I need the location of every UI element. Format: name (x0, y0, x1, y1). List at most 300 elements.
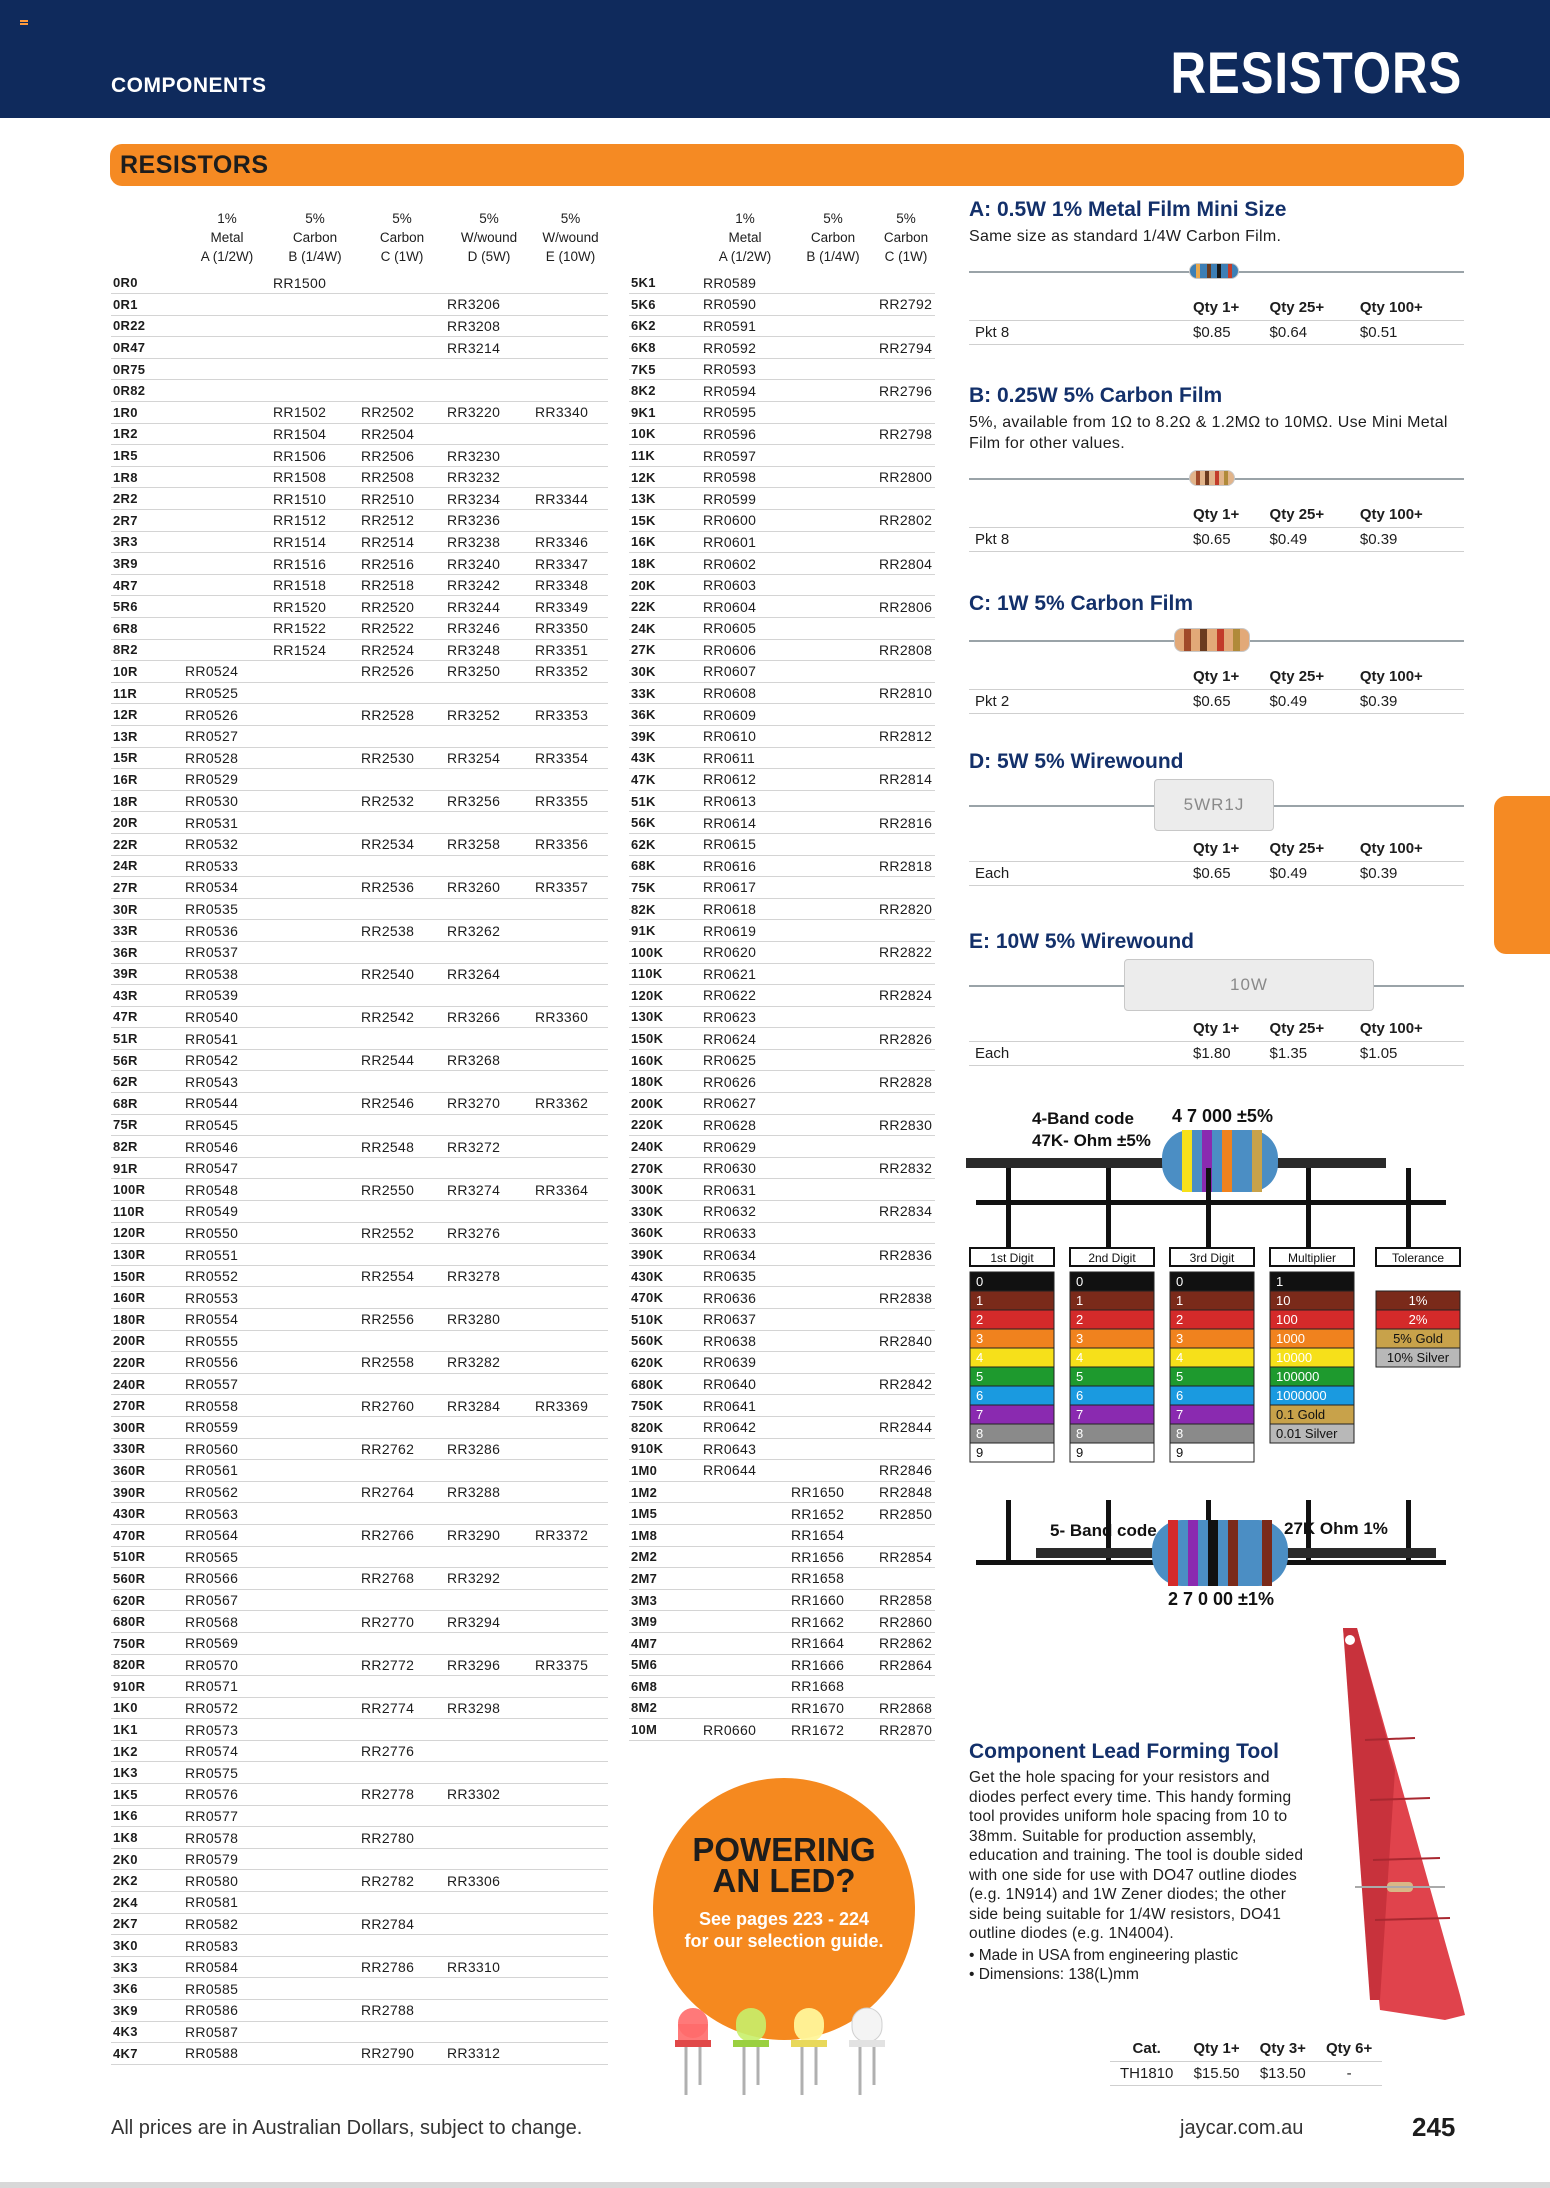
price: $1.05 (1360, 1042, 1464, 1066)
resistance-value: 510R (111, 1546, 183, 1568)
resistance-value: 18R (111, 790, 183, 812)
cat-number (877, 963, 935, 985)
cat-number (271, 1719, 359, 1741)
cat-number: RR3354 (533, 747, 608, 769)
cat-number: RR0572 (183, 1697, 271, 1719)
resistance-value: 91R (111, 1157, 183, 1179)
resistance-value: 20K (629, 574, 701, 596)
footer-note: All prices are in Australian Dollars, subject to change. (111, 2117, 583, 2139)
cat-number (271, 1309, 359, 1331)
cat-number: RR3372 (533, 1524, 608, 1546)
cat-number: RR2850 (877, 1503, 935, 1525)
cat-number: RR2776 (359, 1740, 445, 1762)
cat-number: RR1650 (789, 1481, 877, 1503)
cat-number (789, 855, 877, 877)
menu-icon[interactable] (20, 20, 28, 26)
resistance-value: 560R (111, 1568, 183, 1590)
cat-number (533, 898, 608, 920)
table-row (111, 402, 608, 424)
cat-number: RR1500 (271, 272, 359, 294)
resistance-value: 15K (629, 510, 701, 532)
cat-number (359, 2021, 445, 2043)
resistance-value: 8R2 (111, 639, 183, 661)
cat-number (533, 1632, 608, 1654)
cat-number (271, 941, 359, 963)
table-row (111, 1913, 608, 1935)
table-row (111, 1546, 608, 1568)
cat-number: RR0576 (183, 1784, 271, 1806)
table-row (629, 877, 935, 899)
table-row (111, 1719, 608, 1741)
cat-number (533, 380, 608, 402)
side-tab[interactable] (1494, 796, 1550, 954)
table-row (629, 466, 935, 488)
cat-number (445, 1071, 533, 1093)
table-row (629, 1352, 935, 1374)
cat-number: RR3274 (445, 1179, 533, 1201)
qty-header: Qty 100+ (1359, 840, 1423, 857)
cat-number (789, 1114, 877, 1136)
cat-number: RR0579 (183, 1848, 271, 1870)
cat-number (789, 1287, 877, 1309)
resistance-value: 36K (629, 704, 701, 726)
cat-number (533, 1330, 608, 1352)
cat-number: RR3364 (533, 1179, 608, 1201)
cat-number (789, 445, 877, 467)
column-header: 5% Carbon C (1W) (883, 211, 929, 264)
pack-unit: Each (969, 862, 1193, 886)
footer-website[interactable]: jaycar.com.au (1180, 2117, 1304, 2139)
resistance-value: 470K (629, 1287, 701, 1309)
resistance-value: 27R (111, 877, 183, 899)
cat-number (445, 1416, 533, 1438)
cat-number: RR2762 (359, 1438, 445, 1460)
cat-number (183, 423, 271, 445)
color-band (1228, 264, 1232, 278)
cat-number: RR3369 (533, 1395, 608, 1417)
cat-number: RR0539 (183, 985, 271, 1007)
cat-number (271, 1892, 359, 1914)
tolerance-label: 2% (1408, 1312, 1428, 1327)
pack-unit: Pkt 8 (969, 528, 1193, 552)
table-row (629, 1697, 935, 1719)
cat-number: RR3258 (445, 833, 533, 855)
qty-header: Qty 25+ (1269, 506, 1325, 523)
cat-number (271, 1416, 359, 1438)
cat-number (533, 812, 608, 834)
cat-number: RR2504 (359, 423, 445, 445)
table-row (629, 510, 935, 532)
resistance-value: 160R (111, 1287, 183, 1309)
table-row (629, 1719, 935, 1741)
table-row (111, 812, 608, 834)
cat-number (183, 639, 271, 661)
cat-number: RR0548 (183, 1179, 271, 1201)
cat-number: RR2540 (359, 963, 445, 985)
cat-number (789, 402, 877, 424)
cat-number (359, 1201, 445, 1223)
table-row (629, 445, 935, 467)
cat-number: RR3272 (445, 1136, 533, 1158)
cat-number: RR0615 (701, 833, 789, 855)
table-header-row (111, 202, 608, 272)
cat-number (533, 1719, 608, 1741)
cat-number (271, 1352, 359, 1374)
product-d (969, 750, 1464, 886)
table-row (111, 1157, 608, 1179)
cat-number: RR3306 (445, 1870, 533, 1892)
product-description: Same size as standard 1/4W Carbon Film. (969, 228, 1282, 245)
cat-number (533, 1244, 608, 1266)
resistance-value: 1K5 (111, 1784, 183, 1806)
cat-number (271, 337, 359, 359)
cat-number (789, 661, 877, 683)
cat-number (789, 963, 877, 985)
cat-number: RR3208 (445, 315, 533, 337)
cat-number (183, 402, 271, 424)
qty-header: Qty 1+ (1193, 506, 1240, 523)
color-band (1217, 264, 1221, 278)
cat-number (701, 1568, 789, 1590)
cat-number: RR0604 (701, 596, 789, 618)
pack-unit: Pkt 8 (969, 321, 1193, 345)
digit-label: 9 (1176, 1445, 1184, 1460)
cat-number: RR2508 (359, 466, 445, 488)
cat-number: RR1502 (271, 402, 359, 424)
cat-number: RR2786 (359, 1956, 445, 1978)
cat-number (445, 1589, 533, 1611)
table-row (629, 531, 935, 553)
cat-number (445, 1913, 533, 1935)
cat-number: RR3268 (445, 1049, 533, 1071)
table-row (629, 553, 935, 575)
cat-number: RR0551 (183, 1244, 271, 1266)
column-header: 5% Carbon B (1/4W) (806, 211, 860, 264)
cat-number: RR0643 (701, 1438, 789, 1460)
resistance-value: 130K (629, 1006, 701, 1028)
resistor-image (969, 454, 1464, 502)
cat-number (183, 488, 271, 510)
cat-number: RR1654 (789, 1524, 877, 1546)
resistance-value: 1M5 (629, 1503, 701, 1525)
table-row (629, 358, 935, 380)
digit-label: 0 (1076, 1274, 1084, 1289)
cat-number: RR2530 (359, 747, 445, 769)
cat-number (271, 2000, 359, 2022)
cat-number (271, 963, 359, 985)
cat-number: RR3280 (445, 1309, 533, 1331)
cat-number: RR1658 (789, 1568, 877, 1590)
cat-number: RR2528 (359, 704, 445, 726)
color-band (1224, 471, 1228, 485)
resistor-body (1189, 263, 1239, 279)
resistance-value: 16R (111, 769, 183, 791)
cat-number (789, 812, 877, 834)
cat-number: RR0620 (701, 941, 789, 963)
resistance-value: 150K (629, 1028, 701, 1050)
cat-number (789, 877, 877, 899)
cat-number (789, 1373, 877, 1395)
cat-number: RR2860 (877, 1611, 935, 1633)
table-row (629, 1676, 935, 1698)
cat-number (789, 358, 877, 380)
digit-label: 8 (1176, 1426, 1184, 1441)
resistance-value: 11K (629, 445, 701, 467)
resistance-value: 43R (111, 985, 183, 1007)
multiplier-label: 0.1 Gold (1276, 1407, 1326, 1422)
resistor-marking: 10W (1230, 975, 1268, 994)
digit-label: 1 (976, 1293, 984, 1308)
cat-number: RR0584 (183, 1956, 271, 1978)
cat-number: RR0558 (183, 1395, 271, 1417)
resistance-value: 120K (629, 985, 701, 1007)
resistance-value: 82K (629, 898, 701, 920)
cat-number: RR2818 (877, 855, 935, 877)
resistance-value: 3K6 (111, 1978, 183, 2000)
resistance-value: 1M2 (629, 1481, 701, 1503)
qty-header: Qty 25+ (1269, 1020, 1325, 1037)
resistance-value: 56K (629, 812, 701, 834)
cat-number: RR0591 (701, 315, 789, 337)
cat-number: RR2808 (877, 639, 935, 661)
resistance-value: 2K0 (111, 1848, 183, 1870)
color-band (1217, 629, 1224, 651)
cat-number: RR0630 (701, 1157, 789, 1179)
resistance-value: 220K (629, 1114, 701, 1136)
cat-number: RR3346 (533, 531, 608, 553)
resistance-value: 22K (629, 596, 701, 618)
table-row (111, 531, 608, 553)
qty-header: Qty 25+ (1269, 668, 1325, 685)
tolerance-label: 1% (1408, 1293, 1428, 1308)
cat-number: RR1514 (271, 531, 359, 553)
cat-number (533, 941, 608, 963)
cat-number (271, 1330, 359, 1352)
resistance-value: 3M9 (629, 1611, 701, 1633)
table-row (629, 1524, 935, 1546)
cat-number (359, 812, 445, 834)
cat-number: RR0594 (701, 380, 789, 402)
table-row (111, 704, 608, 726)
cat-number: RR2780 (359, 1827, 445, 1849)
cat-number (533, 466, 608, 488)
color-band (1252, 1130, 1262, 1192)
table-row (111, 1373, 608, 1395)
cat-number: RR3232 (445, 466, 533, 488)
column-header: 1st Digit (990, 1251, 1034, 1265)
cat-number (445, 1330, 533, 1352)
cat-number: RR2840 (877, 1330, 935, 1352)
cat-number (789, 380, 877, 402)
cat-number (271, 1848, 359, 1870)
cat-number: RR0603 (701, 574, 789, 596)
cat-number (533, 1265, 608, 1287)
cat-number: RR0631 (701, 1179, 789, 1201)
cat-number (183, 510, 271, 532)
digit-label: 1 (1176, 1293, 1184, 1308)
cat-number: RR3220 (445, 402, 533, 424)
cat-number (789, 747, 877, 769)
resistor-image (969, 954, 1464, 1016)
cat-number (533, 2021, 608, 2043)
table-row (111, 488, 608, 510)
price-table (969, 836, 1464, 886)
cat-number (877, 1049, 935, 1071)
cat-number (271, 790, 359, 812)
cat-number: RR0637 (701, 1309, 789, 1331)
multiplier-label: 1 (1276, 1274, 1284, 1289)
table-row (111, 747, 608, 769)
cat-number: RR0531 (183, 812, 271, 834)
cat-number: RR0575 (183, 1762, 271, 1784)
resistance-value: 2K2 (111, 1870, 183, 1892)
table-row (111, 1978, 608, 2000)
table-row (629, 639, 935, 661)
cat-number: RR2514 (359, 531, 445, 553)
table-row (111, 661, 608, 683)
cat-number: RR1662 (789, 1611, 877, 1633)
table-row (111, 1892, 608, 1914)
cat-number: RR0560 (183, 1438, 271, 1460)
cat-number (271, 1589, 359, 1611)
cat-number (271, 1913, 359, 1935)
cat-number: RR0644 (701, 1460, 789, 1482)
cat-number (877, 1179, 935, 1201)
resistance-value: 1K2 (111, 1740, 183, 1762)
cat-number: RR0595 (701, 402, 789, 424)
cat-number: RR3296 (445, 1654, 533, 1676)
cat-number (877, 1395, 935, 1417)
cat-number: RR2790 (359, 2043, 445, 2065)
cat-number: RR2764 (359, 1481, 445, 1503)
multiplier-label: 1000 (1276, 1331, 1305, 1346)
cat-number: RR2512 (359, 510, 445, 532)
cat-number (445, 2000, 533, 2022)
section-banner (110, 144, 1464, 186)
table-row (111, 833, 608, 855)
led-promo-title (653, 1831, 915, 1899)
cat-number: RR3360 (533, 1006, 608, 1028)
resistor-image (969, 616, 1464, 664)
cat-number (877, 877, 935, 899)
cat-number (533, 1287, 608, 1309)
cat-number (789, 1438, 877, 1460)
cat-number: RR0624 (701, 1028, 789, 1050)
cat-number: RR0578 (183, 1827, 271, 1849)
cat-number (445, 2021, 533, 2043)
table-row (629, 963, 935, 985)
cat-number (445, 1244, 533, 1266)
table-row (629, 1179, 935, 1201)
color-band (1228, 1520, 1238, 1586)
cat-number (445, 1740, 533, 1762)
tool-cat-number: TH1810 (1110, 2062, 1183, 2086)
table-row (111, 1438, 608, 1460)
tool-col-qty3: Qty 3+ (1259, 2040, 1306, 2057)
cat-number: RR2828 (877, 1071, 935, 1093)
price-table (969, 664, 1464, 714)
cat-number (789, 1244, 877, 1266)
color-band (1200, 629, 1207, 651)
cat-number (359, 985, 445, 1007)
table-row (629, 1568, 935, 1590)
table-row (111, 877, 608, 899)
cat-number: RR1506 (271, 445, 359, 467)
cat-number: RR3350 (533, 618, 608, 640)
cat-number (533, 1956, 608, 1978)
resistance-value: 0R0 (111, 272, 183, 294)
cat-number (271, 661, 359, 683)
cat-number: RR0538 (183, 963, 271, 985)
product-title: A: 0.5W 1% Metal Film Mini Size (969, 198, 1287, 221)
cat-number: RR0623 (701, 1006, 789, 1028)
cat-number (445, 1805, 533, 1827)
cat-number (359, 682, 445, 704)
cat-number: RR0593 (701, 358, 789, 380)
led-promo-text-line1: See pages 223 - 224 (698, 1909, 870, 1929)
resistance-value: 200K (629, 1093, 701, 1115)
price: $0.39 (1360, 690, 1464, 714)
cat-number: RR0609 (701, 704, 789, 726)
cat-number (789, 1265, 877, 1287)
resistance-value: 2K4 (111, 1892, 183, 1914)
column-header: Multiplier (1287, 1251, 1337, 1265)
cat-number (183, 337, 271, 359)
cat-number (271, 1632, 359, 1654)
cat-number (789, 466, 877, 488)
cat-number: RR1524 (271, 639, 359, 661)
cat-number: RR3310 (445, 1956, 533, 1978)
table-row (111, 2043, 608, 2065)
tool-table-row (1110, 2062, 1382, 2086)
color-band (1215, 471, 1219, 485)
cat-number (359, 941, 445, 963)
price-header-row (969, 502, 1464, 528)
resistance-value: 270R (111, 1395, 183, 1417)
table-row (629, 402, 935, 424)
cat-number: RR0660 (701, 1719, 789, 1741)
cat-number (789, 898, 877, 920)
cat-number (789, 790, 877, 812)
resistance-value: 68K (629, 855, 701, 877)
resistance-value: 100R (111, 1179, 183, 1201)
qty-header: Qty 1+ (1193, 299, 1240, 316)
cat-number (359, 358, 445, 380)
cat-number: RR0581 (183, 1892, 271, 1914)
table-row (111, 1762, 608, 1784)
product-c (969, 592, 1464, 714)
table-row (629, 1136, 935, 1158)
cat-number: RR0546 (183, 1136, 271, 1158)
cat-number (789, 985, 877, 1007)
column-header: 5% W/wound E (10W) (542, 211, 599, 264)
resistance-value: 1K1 (111, 1719, 183, 1741)
price: $0.49 (1270, 690, 1360, 714)
led-white-icon (849, 2008, 885, 2095)
cat-number (271, 1740, 359, 1762)
resistance-value: 13K (629, 488, 701, 510)
table-row (629, 1395, 935, 1417)
cat-number: RR0574 (183, 1740, 271, 1762)
resistance-value: 620K (629, 1352, 701, 1374)
cat-number (789, 553, 877, 575)
cat-number (183, 358, 271, 380)
table-row (111, 1654, 608, 1676)
cat-number: RR0582 (183, 1913, 271, 1935)
resistance-value: 3R9 (111, 553, 183, 575)
table-row (629, 1222, 935, 1244)
cat-number (789, 1222, 877, 1244)
